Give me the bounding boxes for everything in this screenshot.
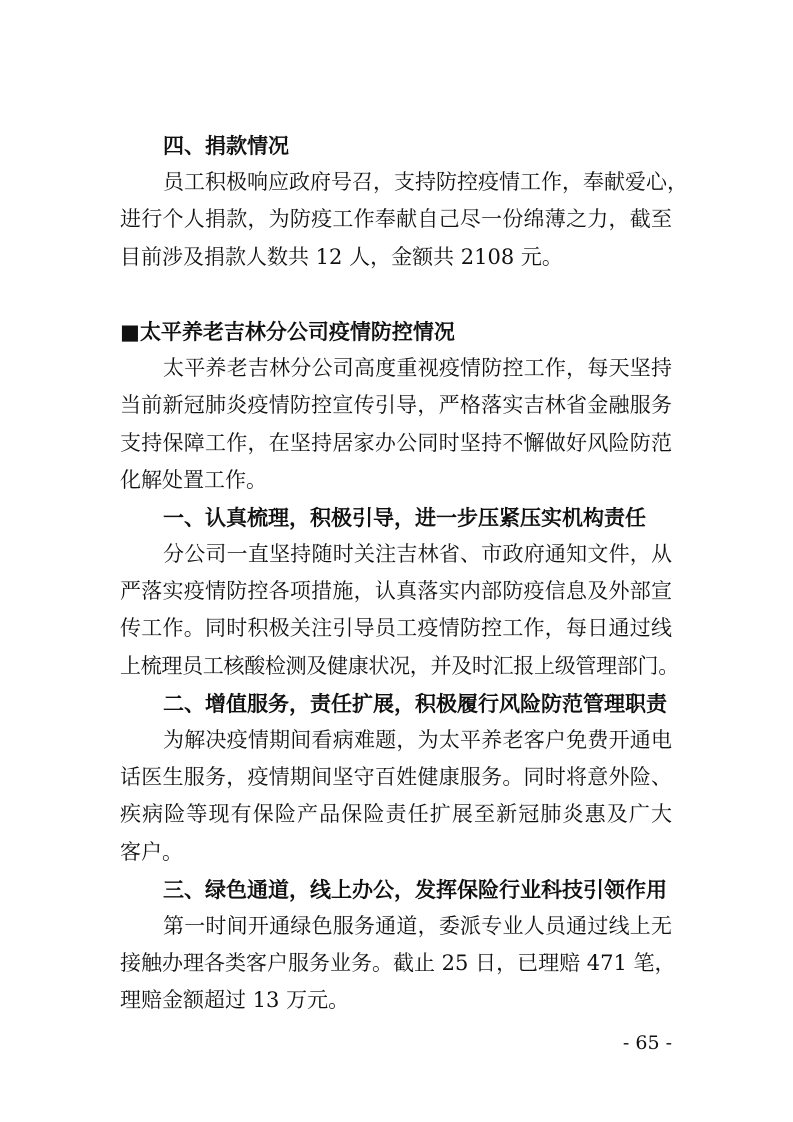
paragraph-line: 严落实疫情防控各项措施，认真落实内部防疫信息及外部宣 [120,579,672,604]
paragraph-line: 客户。 [120,839,183,864]
paragraph-line: 疾病险等现有保险产品保险责任扩展至新冠肺炎惠及广大 [120,802,672,827]
paragraph-line: 上梳理员工核酸检测及健康状况，并及时汇报上级管理部门。 [120,653,679,678]
document-body [120,127,688,1020]
blank-line [120,276,672,313]
page-number: - 65 - [622,1032,672,1054]
section-heading-jilin: ■太平养老吉林分公司疫情防控情况 [120,318,455,344]
paragraph-line: 太平养老吉林分公司高度重视疫情防控工作，每天坚持 [163,356,672,381]
paragraph-line: 话医生服务，疫情期间坚守百姓健康服务。同时将意外险、 [120,765,672,790]
paragraph-line: 接触办理各类客户服务业务。截止 25 日，已理赔 471 笔， [120,951,676,976]
paragraph-line: 化解处置工作。 [120,467,267,492]
section-heading-donation: 四、捐款情况 [163,133,289,158]
paragraph-line: 传工作。同时积极关注引导员工疫情防控工作，每日通过线 [120,616,672,641]
paragraph-line: 支持保障工作，在坚持居家办公同时坚持不懈做好风险防范 [120,430,672,455]
subsection-heading-1: 一、认真梳理，积极引导，进一步压紧压实机构责任 [163,504,646,530]
paragraph-line: 理赔金额超过 13 万元。 [120,988,350,1013]
paragraph-line: 当前新冠肺炎疫情防控宣传引导，严格落实吉林省金融服务 [120,393,672,418]
subsection-heading-2: 二、增值服务，责任扩展，积极履行风险防范管理职责 [163,690,667,716]
paragraph-line: 进行个人捐款，为防疫工作奉献自己尽一份绵薄之力，截至 [120,207,672,232]
paragraph-line: 为解决疫情期间看病难题，为太平养老客户免费开通电 [163,728,672,752]
paragraph-line: 分公司一直坚持随时关注吉林省、市政府通知文件，从 [163,542,672,567]
paragraph-line: 员工积极响应政府号召，支持防控疫情工作，奉献爱心， [163,170,688,195]
subsection-heading-3: 三、绿色通道，线上办公，发挥保险行业科技引领作用 [163,876,667,902]
paragraph-line: 第一时间开通绿色服务通道，委派专业人员通过线上无 [163,913,672,938]
paragraph-line: 目前涉及捐款人数共 12 人，金额共 2108 元。 [120,244,563,269]
